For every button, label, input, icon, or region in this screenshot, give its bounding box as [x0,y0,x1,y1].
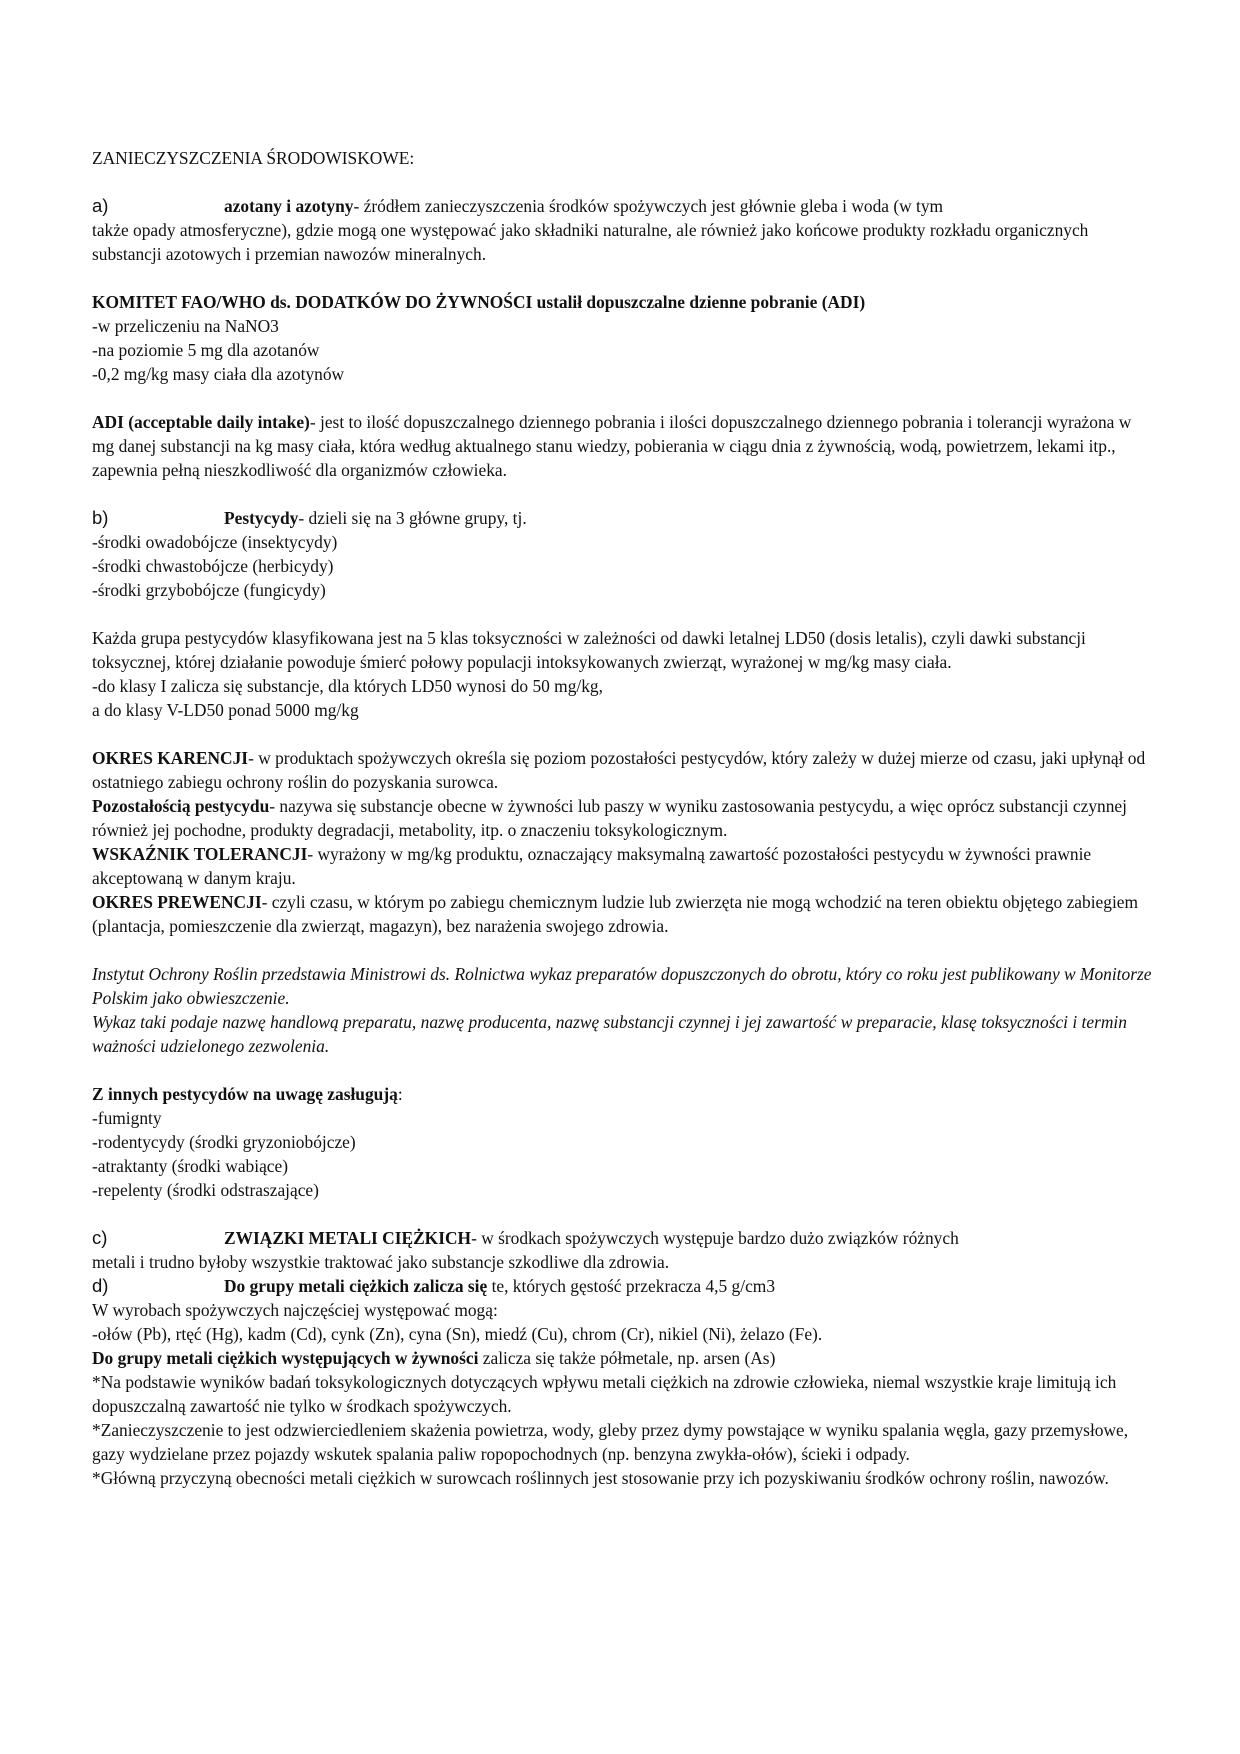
section-b [92,506,1152,530]
italic-paragraph: Instytut Ochrony Roślin przedstawia Ministrowi ds. Rolnictwa wykaz preparatów dopuszczonych do obrotu, który co roku jest publikowany w Monitorze Polskim jako obwieszczenie. [92,964,1152,1008]
section-d [92,1274,1152,1298]
section-d-line: Do grupy metali ciężkich występujących w żywności zalicza się także półmetale, np. arsen (As) [92,1348,776,1368]
komitet-line: -w przeliczeniu na NaNO3 [92,316,279,336]
document-content [92,146,1152,1490]
pesticide-group: -środki grzybobójcze (fungicydy) [92,580,326,600]
section-d-line: -ołów (Pb), rtęć (Hg), kadm (Cd), cynk (Zn), cyna (Sn), miedź (Cu), chrom (Cr), nikiel (Ni), żelazo (Fe). [92,1324,823,1344]
section-d-line: W wyrobach spożywczych najczęściej występować mogą: [92,1300,498,1320]
section-a-continuation: także opady atmosferyczne), gdzie mogą one występować jako składniki naturalne, ale również jako końcowe produkty rozkładu organicznych substancji azotowych i przemian nawozów mineralnych. [92,220,1089,264]
section-a [92,194,1152,218]
toxicity-classes-paragraph: Każda grupa pestycydów klasyfikowana jest na 5 klas toksyczności w zależności od dawki letalnej LD50 (dosis letalis), czyli dawki substancji toksycznej, której działanie powoduje śmierć połowy populacji intoksykowanych zwierząt, wyrażonej w mg/kg masy ciała. [92,628,1086,672]
section-c-text: - w środkach spożywczych występuje bardzo dużo związków różnych [471,1228,959,1248]
other-pesticide: -fumignty [92,1108,162,1128]
section-c-letter: c) [92,1227,108,1248]
section-a-text: - źródłem zanieczyszczenia środków spożywczych jest głównie gleba i woda (w tym [353,196,944,216]
definition-okres-karencji: OKRES KARENCJI- w produktach spożywczych określa się poziom pozostałości pestycydów, który zależy w dużej mierze od czasu, jaki upłynął od ostatniego zabiegu ochrony roślin do pozyskania surowca. [92,748,1146,792]
section-c-first-line [224,1226,1152,1250]
section-a-letter: a) [92,195,109,216]
komitet-line: -na poziomie 5 mg dla azotanów [92,340,320,360]
definition-okres-prewencji: OKRES PREWENCJI- czyli czasu, w którym po zabiegu chemicznym ludzie lub zwierzęta nie mogą wchodzić na teren obiektu objętego zabiegiem (plantacja, pomieszczenie dla zwierząt, magazyn), bez narażenia swojego zdrowia. [92,892,1139,936]
toxicity-class-line: -do klasy I zalicza się substancje, dla których LD50 wynosi do 50 mg/kg, [92,676,603,696]
section-d-bullet: *Na podstawie wyników badań toksykologicznych dotyczących wpływu metali ciężkich na zdrowie człowieka, niemal wszystkie kraje limitują ich dopuszczalną zawartość nie tylko w środkach spożywczych. [92,1372,1117,1416]
adi-text: - jest to ilość dopuszczalnego dziennego pobrania i ilości dopuszczalnego dziennego pobrania i tolerancji wyrażona w mg danej substancji na kg masy ciała, która według aktualnego stanu wiedzy, pobierania w ciągu dnia z żywnością, wodą, powietrzem, lekami itp., zapewnia pełną nieszkodliwość dla organizmów człowieka. [92,412,1132,480]
section-d-term: Do grupy metali ciężkich zalicza się [224,1276,488,1296]
section-d-bullet: *Zanieczyszczenie to jest odzwierciedleniem skażenia powietrza, wody, gleby przez dymy powstające w wyniku spalania węgla, gazy przemysłowe, gazy wydzielane przez pojazdy wskutek spalania paliw ropopochodnych (np. benzyna zwykła-ołów), ścieki i odpady. [92,1420,1129,1464]
komitet-line: -0,2 mg/kg masy ciała dla azotynów [92,364,345,384]
section-d-text: te, których gęstość przekracza 4,5 g/cm3 [487,1276,776,1296]
section-d-first-line [224,1274,1152,1298]
komitet-heading: KOMITET FAO/WHO ds. DODATKÓW DO ŻYWNOŚCI ustalił dopuszczalne dzienne pobranie (ADI) [92,292,866,312]
section-d-letter: d) [92,1275,109,1296]
definition-pozostalosc: Pozostałością pestycydu- nazywa się substancje obecne w żywności lub paszy w wyniku zastosowania pestycydu, a więc oprócz substancji czynnej również jej pochodne, produkty degradacji, metabolity, itp. o znaczeniu toksykologicznym. [92,796,1127,840]
section-d-bullet: *Główną przyczyną obecności metali ciężkich w surowcach roślinnych jest stosowanie przy ich pozyskiwaniu środków ochrony roślin, nawozów. [92,1468,1109,1488]
section-a-term: azotany i azotyny [224,196,354,216]
section-b-letter: b) [92,507,109,528]
section-c [92,1226,1152,1250]
section-b-term: Pestycydy [224,508,299,528]
section-c-term: ZWIĄZKI METALI CIĘŻKICH [224,1228,472,1248]
other-pesticides-heading: Z innych pestycydów na uwagę zasługują: [92,1084,403,1104]
adi-term: ADI (acceptable daily intake) [92,412,310,432]
other-pesticide: -atraktanty (środki wabiące) [92,1156,289,1176]
adi-paragraph [92,410,1152,482]
toxicity-class-line: a do klasy V-LD50 ponad 5000 mg/kg [92,700,359,720]
page-title: ZANIECZYSZCZENIA ŚRODOWISKOWE: [92,148,415,168]
definition-wskaznik-tolerancji: WSKAŹNIK TOLERANCJI- wyrażony w mg/kg produktu, oznaczający maksymalną zawartość pozostałości pestycydu w żywności prawnie akceptowaną w danym kraju. [92,844,1092,888]
section-c-continuation: metali i trudno byłoby wszystkie traktować jako substancje szkodliwe dla zdrowia. [92,1252,670,1272]
other-pesticide: -repelenty (środki odstraszające) [92,1180,319,1200]
other-pesticide: -rodentycydy (środki gryzoniobójcze) [92,1132,356,1152]
italic-paragraph: Wykaz taki podaje nazwę handlową preparatu, nazwę producenta, nazwę substancji czynnej i jej zawartość w preparacie, klasę toksyczności i termin ważności udzielonego zezwolenia. [92,1012,1127,1056]
section-b-text: - dzieli się na 3 główne grupy, tj. [298,508,527,528]
pesticide-group: -środki chwastobójcze (herbicydy) [92,556,334,576]
section-b-first-line [224,506,1152,530]
section-a-first-line [224,194,1152,218]
pesticide-group: -środki owadobójcze (insektycydy) [92,532,338,552]
